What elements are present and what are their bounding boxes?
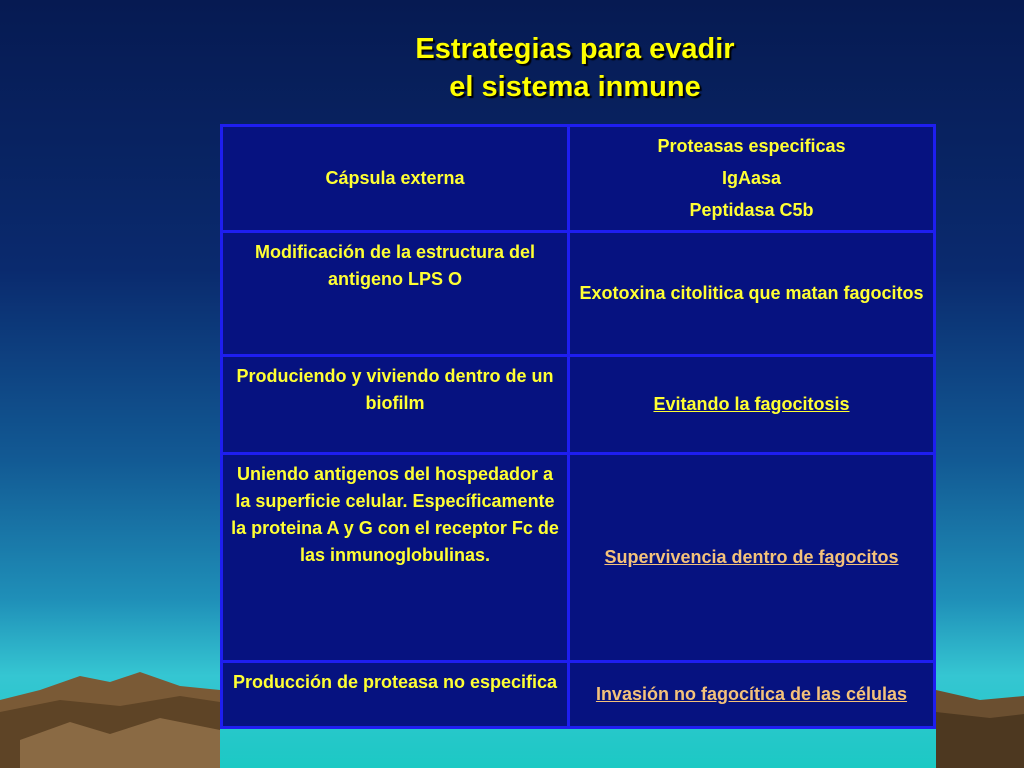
table-cell-left: Produciendo y viviendo dentro de un biofilm bbox=[222, 356, 569, 454]
invasion-link[interactable]: Invasión no fagocítica de las células bbox=[595, 684, 908, 704]
table-row bbox=[222, 454, 935, 662]
table-cell-right bbox=[569, 662, 935, 728]
fagocitosis-link[interactable]: Evitando la fagocitosis bbox=[653, 394, 850, 414]
table-cell-right: Exotoxina citolitica que matan fagocitos bbox=[569, 232, 935, 356]
slide-title bbox=[0, 30, 1024, 106]
slide-title-line-2: el sistema inmune bbox=[449, 71, 701, 103]
cell-line: Peptidasa C5b bbox=[689, 200, 814, 220]
cell-line: IgAasa bbox=[721, 168, 782, 188]
table-row bbox=[222, 356, 935, 454]
table-cell-right bbox=[569, 126, 935, 232]
table-row bbox=[222, 232, 935, 356]
table-row bbox=[222, 126, 935, 232]
table-cell-left: Uniendo antigenos del hospedador a la superficie celular. Específicamente la proteina A y G con el receptor Fc de las inmunoglobulinas. bbox=[222, 454, 569, 662]
slide-title-line-1: Estrategias para evadir bbox=[415, 33, 735, 65]
cell-line: Proteasas especificas bbox=[657, 136, 846, 156]
strategies-table bbox=[220, 124, 936, 729]
table-cell-right bbox=[569, 356, 935, 454]
table-cell-left: Producción de proteasa no especifica bbox=[222, 662, 569, 728]
supervivencia-link[interactable]: Supervivencia dentro de fagocitos bbox=[604, 547, 899, 567]
table-cell-right bbox=[569, 454, 935, 662]
table-cell-left: Modificación de la estructura del antigeno LPS O bbox=[222, 232, 569, 356]
table-row bbox=[222, 662, 935, 728]
table-cell-left: Cápsula externa bbox=[222, 126, 569, 232]
